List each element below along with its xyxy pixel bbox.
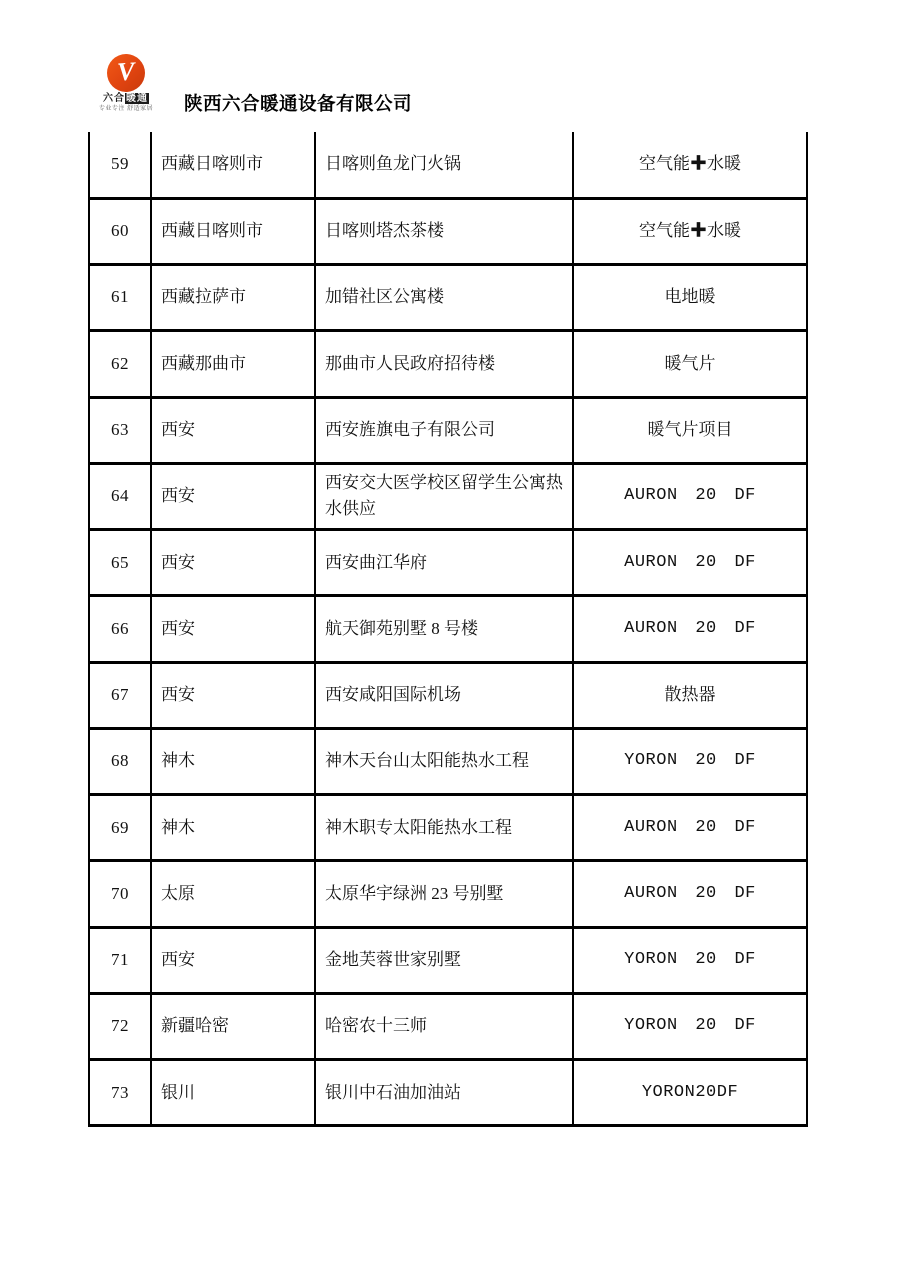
table-row bbox=[89, 198, 807, 264]
city-cell: 新疆哈密 bbox=[151, 993, 315, 1059]
product-cell: 暖气片项目 bbox=[573, 397, 807, 463]
project-name-cell: 哈密农十三师 bbox=[315, 993, 573, 1059]
project-name-cell: 那曲市人民政府招待楼 bbox=[315, 331, 573, 397]
project-name-cell: 西安旌旗电子有限公司 bbox=[315, 397, 573, 463]
city-cell: 神木 bbox=[151, 795, 315, 861]
table-row bbox=[89, 662, 807, 728]
product-cell: YORON 20 DF bbox=[573, 927, 807, 993]
product-cell: 散热器 bbox=[573, 662, 807, 728]
row-number-cell: 61 bbox=[89, 265, 151, 331]
city-cell: 西藏日喀则市 bbox=[151, 132, 315, 198]
table-row bbox=[89, 795, 807, 861]
project-name-cell: 日喀则鱼龙门火锅 bbox=[315, 132, 573, 198]
project-reference-table bbox=[88, 132, 808, 1127]
city-cell: 西安 bbox=[151, 662, 315, 728]
logo-slogan: 专业专注 舒适家居 bbox=[98, 106, 154, 112]
logo-name-left: 六合 bbox=[103, 93, 125, 104]
project-name-cell: 西安曲江华府 bbox=[315, 530, 573, 596]
product-cell: 空气能✚水暖 bbox=[573, 132, 807, 198]
product-cell: AURON 20 DF bbox=[573, 861, 807, 927]
project-name-cell: 日喀则塔杰茶楼 bbox=[315, 198, 573, 264]
row-number-cell: 73 bbox=[89, 1060, 151, 1126]
logo-name-right: 暖通 bbox=[126, 93, 148, 104]
company-logo bbox=[94, 54, 158, 112]
table-row bbox=[89, 265, 807, 331]
project-name-cell: 神木职专太阳能热水工程 bbox=[315, 795, 573, 861]
table-row bbox=[89, 463, 807, 529]
product-cell: 电地暖 bbox=[573, 265, 807, 331]
city-cell: 西安 bbox=[151, 927, 315, 993]
row-number-cell: 59 bbox=[89, 132, 151, 198]
table-row bbox=[89, 596, 807, 662]
product-cell: AURON 20 DF bbox=[573, 596, 807, 662]
row-number-cell: 64 bbox=[89, 463, 151, 529]
city-cell: 西安 bbox=[151, 530, 315, 596]
row-number-cell: 69 bbox=[89, 795, 151, 861]
table-row bbox=[89, 331, 807, 397]
product-cell: 暖气片 bbox=[573, 331, 807, 397]
table-row bbox=[89, 993, 807, 1059]
city-cell: 西安 bbox=[151, 596, 315, 662]
product-cell: YORON20DF bbox=[573, 1060, 807, 1126]
row-number-cell: 62 bbox=[89, 331, 151, 397]
logo-name bbox=[94, 94, 158, 104]
project-name-cell: 航天御苑别墅 8 号楼 bbox=[315, 596, 573, 662]
city-cell: 西藏拉萨市 bbox=[151, 265, 315, 331]
table-row bbox=[89, 530, 807, 596]
product-cell: AURON 20 DF bbox=[573, 530, 807, 596]
project-name-cell: 金地芙蓉世家别墅 bbox=[315, 927, 573, 993]
row-number-cell: 70 bbox=[89, 861, 151, 927]
project-name-cell: 加错社区公寓楼 bbox=[315, 265, 573, 331]
city-cell: 西安 bbox=[151, 397, 315, 463]
project-name-cell: 西安交大医学校区留学生公寓热水供应 bbox=[315, 463, 573, 529]
project-name-cell: 银川中石油加油站 bbox=[315, 1060, 573, 1126]
city-cell: 西安 bbox=[151, 463, 315, 529]
logo-icon bbox=[107, 54, 145, 92]
row-number-cell: 71 bbox=[89, 927, 151, 993]
row-number-cell: 67 bbox=[89, 662, 151, 728]
table-body bbox=[89, 132, 807, 1126]
project-name-cell: 太原华宇绿洲 23 号别墅 bbox=[315, 861, 573, 927]
table-row bbox=[89, 132, 807, 198]
city-cell: 神木 bbox=[151, 728, 315, 794]
row-number-cell: 68 bbox=[89, 728, 151, 794]
row-number-cell: 60 bbox=[89, 198, 151, 264]
logo-v-mark: V bbox=[116, 56, 136, 87]
product-cell: YORON 20 DF bbox=[573, 993, 807, 1059]
city-cell: 银川 bbox=[151, 1060, 315, 1126]
row-number-cell: 63 bbox=[89, 397, 151, 463]
company-title: 陕西六合暖通设备有限公司 bbox=[184, 93, 413, 114]
table-row bbox=[89, 861, 807, 927]
table-row bbox=[89, 927, 807, 993]
product-cell: AURON 20 DF bbox=[573, 795, 807, 861]
city-cell: 太原 bbox=[151, 861, 315, 927]
row-number-cell: 72 bbox=[89, 993, 151, 1059]
product-cell: AURON 20 DF bbox=[573, 463, 807, 529]
product-cell: 空气能✚水暖 bbox=[573, 198, 807, 264]
project-name-cell: 神木天台山太阳能热水工程 bbox=[315, 728, 573, 794]
table-row bbox=[89, 728, 807, 794]
row-number-cell: 66 bbox=[89, 596, 151, 662]
city-cell: 西藏那曲市 bbox=[151, 331, 315, 397]
city-cell: 西藏日喀则市 bbox=[151, 198, 315, 264]
product-cell: YORON 20 DF bbox=[573, 728, 807, 794]
table-row bbox=[89, 397, 807, 463]
row-number-cell: 65 bbox=[89, 530, 151, 596]
project-name-cell: 西安咸阳国际机场 bbox=[315, 662, 573, 728]
table-row bbox=[89, 1060, 807, 1126]
